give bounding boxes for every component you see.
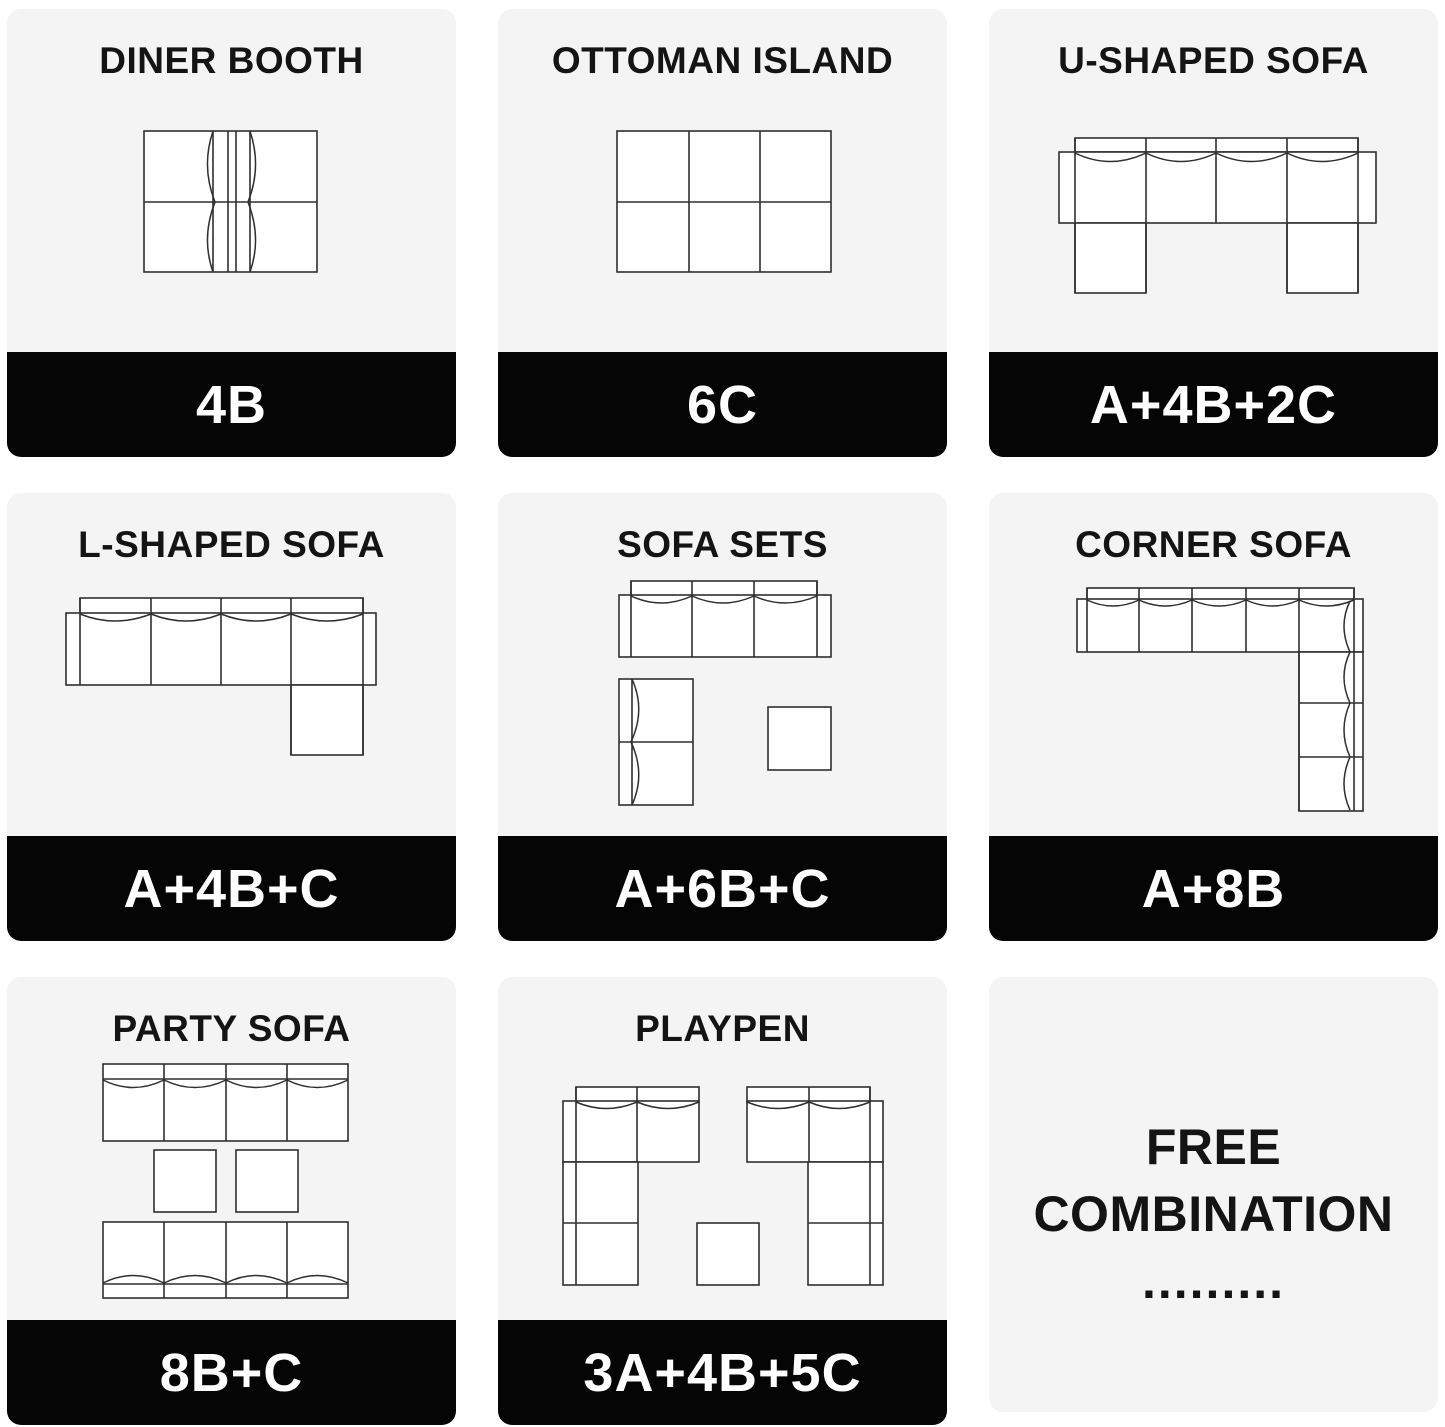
- layout-card-playpen: [498, 977, 947, 1425]
- layout-card-sofa-sets: [498, 493, 947, 941]
- layout-card-party-sofa: [7, 977, 456, 1425]
- card-body: [7, 977, 456, 1320]
- combination-code: 8B+C: [159, 1342, 304, 1403]
- combination-code: A+6B+C: [614, 858, 831, 919]
- combination-banner: [498, 352, 947, 457]
- layout-card-diner-booth: [7, 9, 456, 457]
- card-body: [498, 493, 947, 836]
- card-body: [498, 9, 947, 352]
- ottoman-island-diagram: [498, 9, 947, 352]
- sofa-sets-diagram: [498, 493, 947, 836]
- card-body: [989, 977, 1438, 1412]
- card-title: OTTOMAN ISLAND: [551, 40, 894, 81]
- card-title: L-SHAPED SOFA: [78, 524, 385, 565]
- layout-card-ottoman-island: [498, 9, 947, 457]
- combination-code: A+4B+C: [123, 858, 340, 919]
- combination-banner: [498, 1320, 947, 1425]
- card-body: [989, 493, 1438, 836]
- combination-banner: [7, 836, 456, 941]
- l-shaped-sofa-diagram: [7, 493, 456, 836]
- combination-banner: [498, 836, 947, 941]
- card-body: [498, 977, 947, 1320]
- combination-banner: [7, 1320, 456, 1425]
- free-combination-dots: .........: [1141, 1253, 1286, 1309]
- u-shaped-sofa-diagram: [989, 9, 1438, 352]
- combination-banner: [989, 352, 1438, 457]
- card-title: PLAYPEN: [635, 1008, 810, 1049]
- party-sofa-diagram: [7, 977, 456, 1320]
- free-combination-title: FREE COMBINATION: [1033, 1119, 1394, 1242]
- card-title: DINER BOOTH: [99, 40, 364, 81]
- combination-code: 3A+4B+5C: [583, 1342, 862, 1403]
- layout-card-free-combination: [989, 977, 1438, 1412]
- card-body: [7, 493, 456, 836]
- layout-card-l-shaped-sofa: [7, 493, 456, 941]
- combination-code: 6C: [686, 374, 759, 435]
- combination-banner: [7, 352, 456, 457]
- combination-code: A+8B: [1141, 858, 1286, 919]
- card-body: [7, 9, 456, 352]
- card-title: PARTY SOFA: [112, 1008, 351, 1049]
- playpen-diagram: [498, 977, 947, 1320]
- corner-sofa-diagram: [989, 493, 1438, 836]
- combination-banner: [989, 836, 1438, 941]
- combination-code: 4B: [195, 374, 268, 435]
- combination-code: A+4B+2C: [1089, 374, 1338, 435]
- card-title: CORNER SOFA: [1075, 524, 1352, 565]
- card-title: SOFA SETS: [617, 524, 828, 565]
- layout-card-corner-sofa: [989, 493, 1438, 941]
- card-body: [989, 9, 1438, 352]
- diner-booth-diagram: [7, 9, 456, 352]
- layout-card-u-shaped-sofa: [989, 9, 1438, 457]
- card-title: U-SHAPED SOFA: [1058, 40, 1369, 81]
